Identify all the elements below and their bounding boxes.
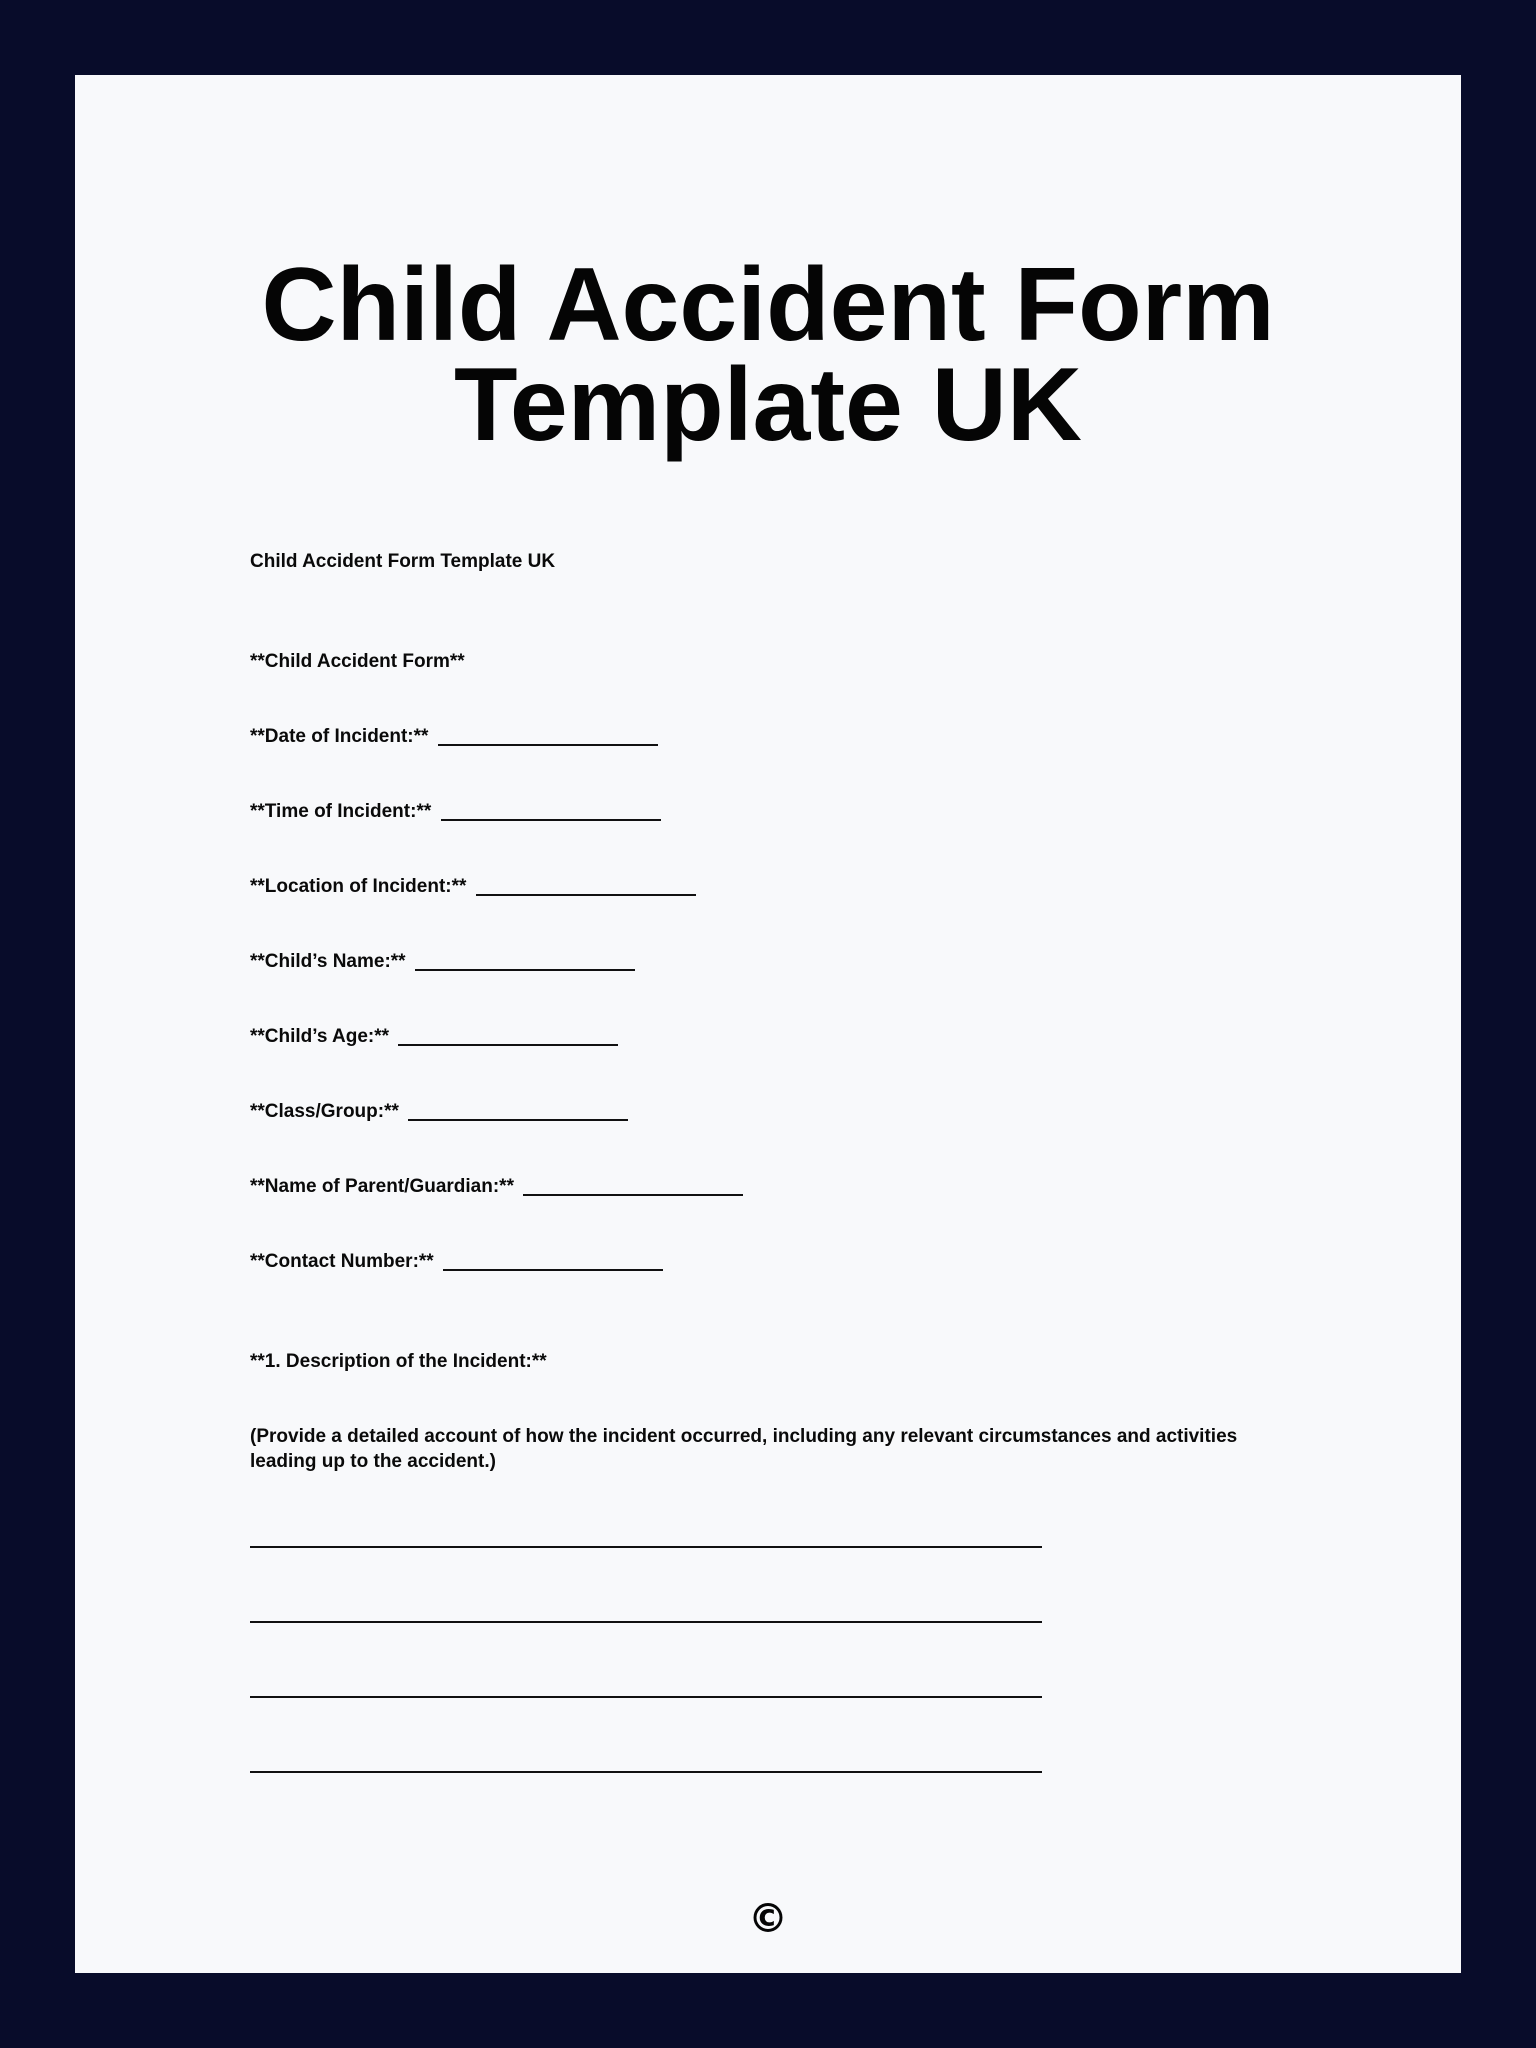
field-parent-guardian	[250, 1174, 743, 1199]
description-line-1[interactable]	[250, 1546, 1042, 1548]
document-title	[75, 247, 1461, 463]
field-class-group	[250, 1099, 628, 1124]
field-label: **Location of Incident:**	[250, 876, 467, 897]
field-label: **Child’s Age:**	[250, 1026, 390, 1047]
contact-number-blank[interactable]	[443, 1249, 663, 1271]
description-line-3[interactable]	[250, 1696, 1042, 1698]
document-page	[75, 75, 1461, 1973]
field-label: **Name of Parent/Guardian:**	[250, 1176, 514, 1197]
form-heading: **Child Accident Form**	[250, 651, 465, 672]
field-label: **Contact Number:**	[250, 1251, 434, 1272]
document-subtitle: Child Accident Form Template UK	[250, 551, 556, 572]
location-of-incident-blank[interactable]	[476, 874, 696, 896]
date-of-incident-blank[interactable]	[438, 724, 658, 746]
field-label: **Time of Incident:**	[250, 801, 432, 822]
parent-guardian-blank[interactable]	[523, 1174, 743, 1196]
field-label: **Date of Incident:**	[250, 726, 429, 747]
childs-name-blank[interactable]	[415, 949, 635, 971]
section-1-heading: **1. Description of the Incident:**	[250, 1351, 547, 1372]
field-location-of-incident	[250, 874, 696, 899]
field-contact-number	[250, 1249, 663, 1274]
field-date-of-incident	[250, 724, 658, 749]
section-1-instructions: (Provide a detailed account of how the incident occurred, including any relevant circumstances and activities leading up to the accident.)	[250, 1426, 1238, 1472]
field-time-of-incident	[250, 799, 661, 824]
title-line-2: Template UK	[454, 347, 1082, 463]
field-childs-age	[250, 1024, 618, 1049]
description-line-4[interactable]	[250, 1771, 1042, 1773]
time-of-incident-blank[interactable]	[441, 799, 661, 821]
field-childs-name	[250, 949, 635, 974]
description-line-2[interactable]	[250, 1621, 1042, 1623]
copyright-icon: ©	[748, 1896, 788, 1942]
field-label: **Class/Group:**	[250, 1101, 399, 1122]
childs-age-blank[interactable]	[398, 1024, 618, 1046]
field-label: **Child’s Name:**	[250, 951, 406, 972]
class-group-blank[interactable]	[408, 1099, 628, 1121]
title-line-1: Child Accident Form	[261, 247, 1275, 363]
